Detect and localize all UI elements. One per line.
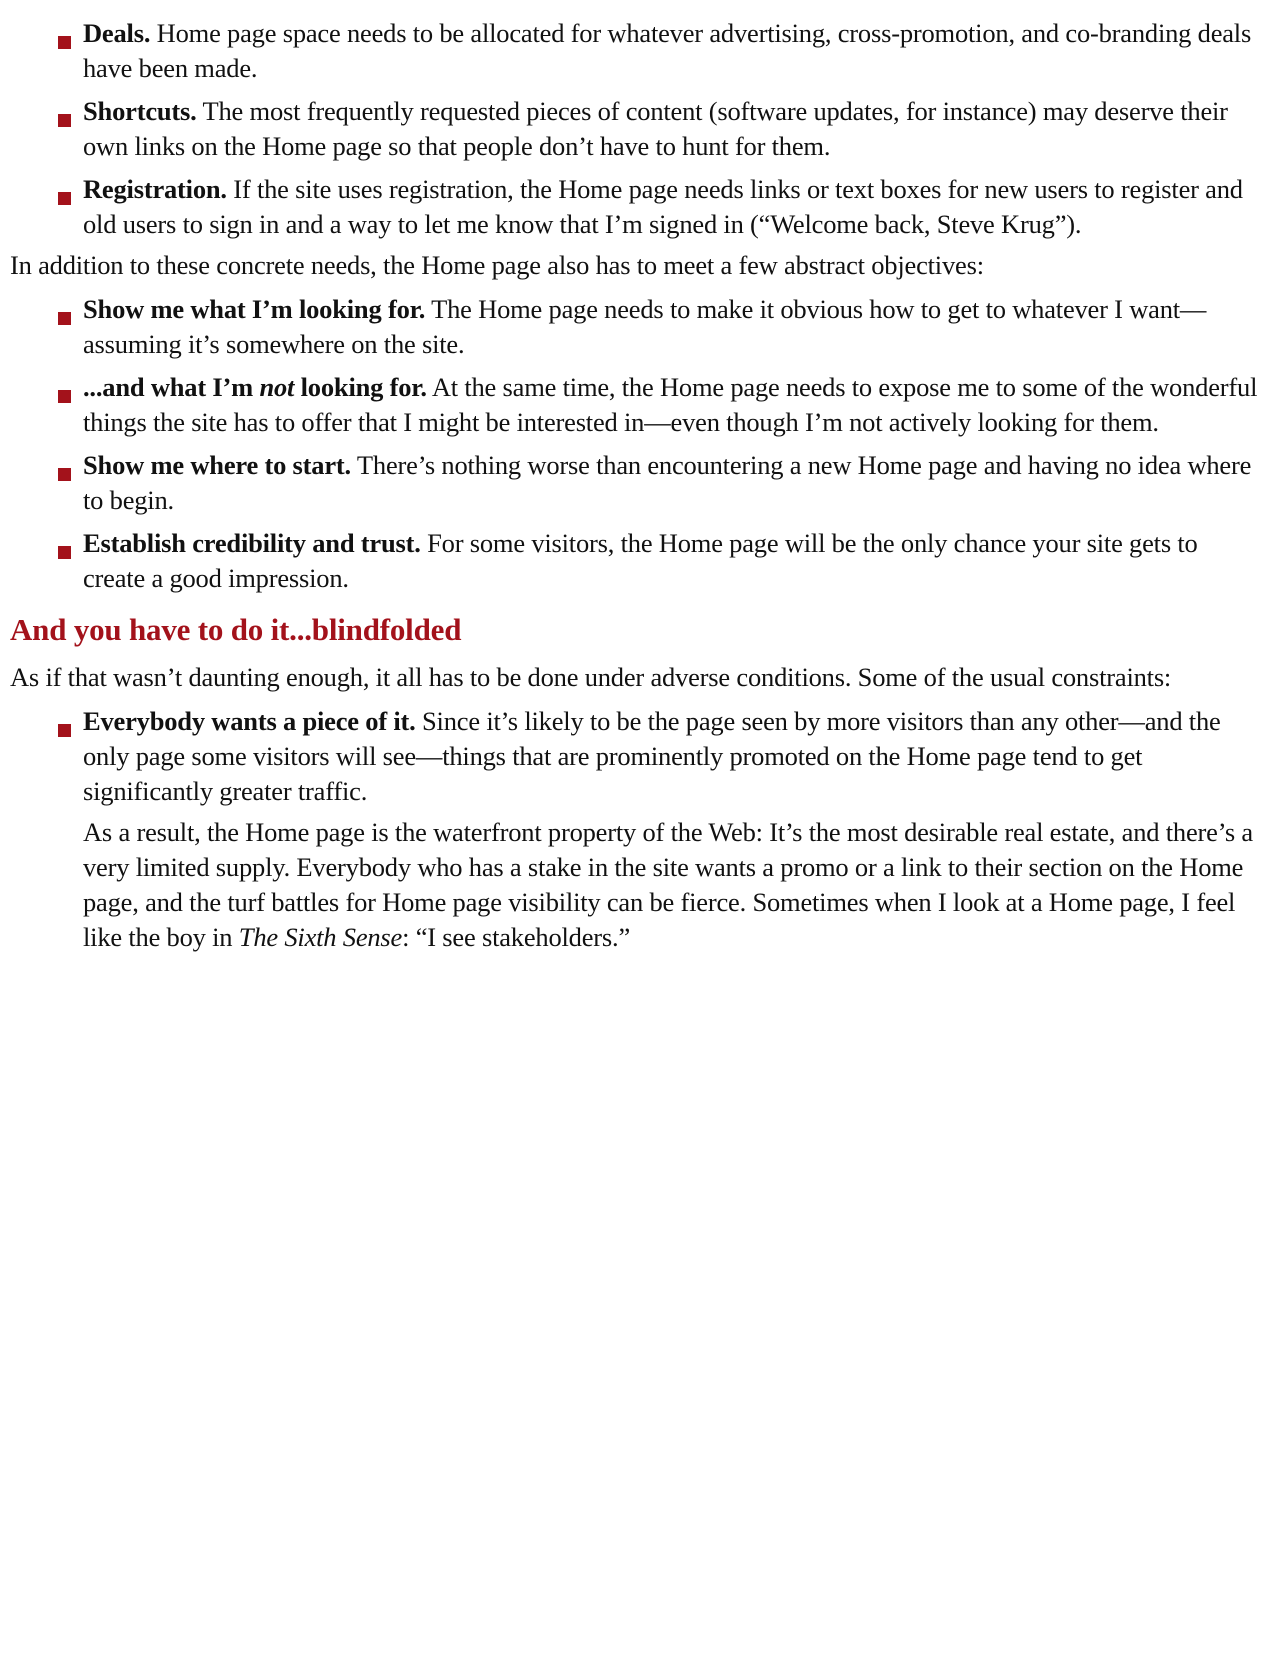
- list-item-term: Shortcuts.: [83, 96, 197, 126]
- list-item-term: Deals.: [83, 18, 151, 48]
- list-item-term: Show me what I’m looking for.: [83, 294, 426, 324]
- square-bullet-icon: [58, 192, 71, 205]
- list-item-what-not: [83, 370, 1260, 440]
- square-bullet-icon: [58, 390, 71, 403]
- square-bullet-icon: [58, 36, 71, 49]
- square-bullet-icon: [58, 114, 71, 127]
- list-item-show-me-what: [83, 292, 1260, 362]
- list-item-term: Establish credibility and trust.: [83, 528, 421, 558]
- list-item-text: If the site uses registration, the Home page needs links or text boxes for new users to register and old users to sign in and a way to let me know that I’m signed in (“Welcome back, Steve Krug”).: [83, 174, 1243, 239]
- list-item-registration: [83, 172, 1260, 242]
- list-item-where-to-start: [83, 448, 1260, 518]
- list-item-text: The most frequently requested pieces of content (software updates, for instance) may deserve their own links on the Home page so that people don’t have to hunt for them.: [83, 96, 1228, 161]
- square-bullet-icon: [58, 312, 71, 325]
- paragraph-constraints: As if that wasn’t daunting enough, it all has to be done under adverse conditions. Some of the usual constraints:: [10, 662, 1172, 692]
- paragraph-waterfront: As a result, the Home page is the waterfront property of the Web: It’s the most desirable real estate, and there’s a very limited supply. Everybody who has a stake in the site wants a promo or a link to their section on the Home page, and the turf battles for Home page visibility can be fierce. Sometimes when I look at a Home page, I feel like the boy in The Sixth Sense: “I see stakeholders.”: [83, 817, 1253, 952]
- square-bullet-icon: [58, 724, 71, 737]
- list-item-deals: [83, 16, 1260, 86]
- list-item-text: For some visitors, the Home page will be the only chance your site gets to create a good impression.: [83, 528, 1198, 593]
- section-heading: And you have to do it...blindfolded: [10, 612, 462, 647]
- list-item-credibility: [83, 526, 1260, 596]
- list-item-term: Registration.: [83, 174, 227, 204]
- film-title: The Sixth Sense: [238, 922, 403, 952]
- list-item-text: The Home page needs to make it obvious how to get to whatever I want—assuming it’s somewhere on the site.: [83, 294, 1207, 359]
- list-item-text: There’s nothing worse than encountering a new Home page and having no idea where to begin.: [83, 450, 1252, 515]
- list-item-text: Home page space needs to be allocated for whatever advertising, cross-promotion, and co-branding deals have been made.: [83, 18, 1252, 83]
- list-item-text: At the same time, the Home page needs to expose me to some of the wonderful things the site has to offer that I might be interested in—even though I’m not actively looking for them.: [83, 372, 1258, 437]
- list-item-text: Since it’s likely to be the page seen by more visitors than any other—and the only page some visitors will see—things that are prominently promoted on the Home page tend to get significantly greater traffic.: [83, 706, 1221, 806]
- paragraph-abstract-objectives: In addition to these concrete needs, the Home page also has to meet a few abstract objectives:: [10, 250, 984, 280]
- square-bullet-icon: [58, 468, 71, 481]
- list-item-shortcuts: [83, 94, 1260, 164]
- list-item-term: ...and what I’m not looking for.: [83, 372, 427, 402]
- list-item-everybody-wants: [83, 704, 1260, 809]
- list-item-term: Everybody wants a piece of it.: [83, 706, 416, 736]
- list-item-term: Show me where to start.: [83, 450, 351, 480]
- square-bullet-icon: [58, 546, 71, 559]
